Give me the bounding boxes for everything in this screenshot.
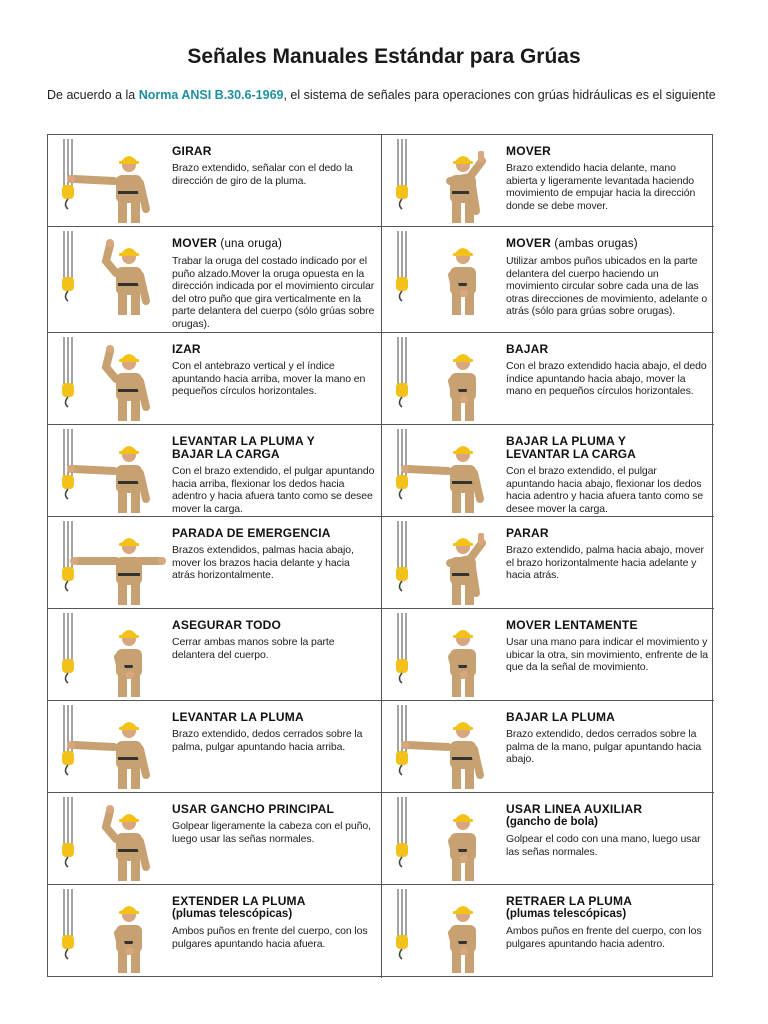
crane-operator-clasp-icon <box>56 613 166 699</box>
signal-title <box>172 619 375 632</box>
signal-text <box>172 895 375 950</box>
signal-cell <box>382 701 714 793</box>
signal-title-main: PARAR <box>506 526 549 540</box>
signal-description: Brazo extendido, palma hacia abajo, mover el brazo horizontalmente hacia adelante y hacia atrás. <box>506 544 704 582</box>
signal-description: Brazo extendido hacia delante, mano abierta y ligeramente levantada haciendo movimiento de empujar hacia la dirección donde se debe mover. <box>506 162 696 212</box>
signal-text <box>172 803 375 845</box>
signal-title-main: BAJAR LA PLUMA <box>506 710 616 724</box>
signal-title <box>506 803 708 816</box>
signal-description: Brazo extendido, señalar con el dedo la dirección de giro de la pluma. <box>172 162 353 187</box>
signal-cell <box>48 135 382 227</box>
signal-text <box>506 895 708 950</box>
signal-description: Golpear el codo con una mano, luego usar las señas normales. <box>506 833 701 858</box>
signal-title-line2: BAJAR LA CARGA <box>172 447 280 461</box>
signal-title-main: GIRAR <box>172 144 212 158</box>
signal-title <box>172 895 375 908</box>
signal-description: Con el brazo extendido, el pulgar apuntando hacia arriba, flexionar los dedos hacia adentro y hacia afuera tanto como se desee mover la carga. <box>172 465 375 515</box>
crane-operator-both-fists-icon <box>390 231 500 317</box>
crane-operator-slow-icon <box>390 613 500 699</box>
signal-cell <box>382 227 714 333</box>
signal-table <box>47 134 713 977</box>
signal-text <box>172 237 375 331</box>
signal-description: Trabar la oruga del costado indicado por el puño alzado.Mover la oruga opuesta en la dirección indicada por el movimiento circular del otro puño que gira verticalmente en la parte delantera del cuerpo (sólo grúas sobre orugas). <box>172 255 375 330</box>
signal-cell <box>382 517 714 609</box>
signal-title <box>172 711 375 724</box>
signal-cell <box>48 425 382 517</box>
signal-cell <box>48 227 382 333</box>
signal-title <box>506 145 708 158</box>
signal-cell <box>48 701 382 793</box>
signal-cell <box>382 135 714 227</box>
signal-title <box>506 527 708 540</box>
signal-cell <box>48 517 382 609</box>
signal-text <box>506 711 708 766</box>
signal-title-main: BAJAR <box>506 342 549 356</box>
signal-text <box>506 343 708 398</box>
signal-cell <box>48 333 382 425</box>
signal-text <box>172 435 375 515</box>
signal-text <box>172 343 375 398</box>
signal-title-line2: (plumas telescópicas) <box>172 908 293 920</box>
signal-title <box>506 619 708 632</box>
signal-text <box>506 527 708 582</box>
intro-paragraph <box>47 86 727 104</box>
crane-operator-lower-icon <box>390 337 500 423</box>
signal-title <box>172 145 375 158</box>
signal-title-line2: LEVANTAR LA CARGA <box>506 447 636 461</box>
signal-title-main: ASEGURAR TODO <box>172 618 282 632</box>
crane-operator-stop-icon <box>390 521 500 607</box>
signal-title-main: LEVANTAR LA PLUMA <box>172 710 304 724</box>
signal-title-main: LEVANTAR LA PLUMA Y <box>172 434 315 448</box>
signal-title-main: EXTENDER LA PLUMA <box>172 894 306 908</box>
signal-subtitle: (una oruga) <box>217 238 283 250</box>
crane-operator-boom-down-icon <box>390 705 500 791</box>
crane-operator-thumb-up-icon <box>56 429 166 515</box>
signal-description: Utilizar ambos puños ubicados en la parte delantera del cuerpo haciendo un movimiento circular sobre cada una de las otras direcciones de movimiento, adelante o atrás (sólo para grúas sobre orugas). <box>506 255 708 318</box>
crane-operator-pointing-icon <box>56 139 166 225</box>
signal-title-main: BAJAR LA PLUMA Y <box>506 434 627 448</box>
signal-title-line2: (gancho de bola) <box>506 816 598 828</box>
signal-cell <box>48 793 382 885</box>
intro-text-before: De acuerdo a la <box>47 88 139 102</box>
signal-text <box>172 619 375 661</box>
signal-description: Brazos extendidos, palmas hacia abajo, mover los brazos hacia delante y hacia atrás horizontalmente. <box>172 544 354 582</box>
signal-text <box>172 527 375 582</box>
signal-description: Ambos puños en frente del cuerpo, con los pulgares apuntando hacia afuera. <box>172 925 368 950</box>
signal-title-main: RETRAER LA PLUMA <box>506 894 633 908</box>
signal-title <box>506 895 708 908</box>
crane-operator-tap-elbow-icon <box>390 797 500 883</box>
signal-subtitle: (ambas orugas) <box>551 238 638 250</box>
signal-cell <box>48 885 382 978</box>
signal-text <box>172 711 375 753</box>
page-title: Señales Manuales Estándar para Grúas <box>187 45 581 68</box>
signal-title-main: IZAR <box>172 342 201 356</box>
crane-operator-fist-raised-icon <box>56 231 166 317</box>
signal-title-main: MOVER <box>172 236 218 250</box>
signal-cell <box>382 885 714 978</box>
norm-reference: Norma ANSI B.30.6-1969 <box>138 88 284 102</box>
signal-title <box>172 803 375 816</box>
signal-title-main: MOVER <box>506 144 552 158</box>
signal-description: Golpear ligeramente la cabeza con el puño, luego usar las señas normales. <box>172 820 371 845</box>
signal-text <box>506 237 708 318</box>
signal-text <box>506 435 708 515</box>
signal-title-main: MOVER LENTAMENTE <box>506 618 638 632</box>
signal-title-main: USAR GANCHO PRINCIPAL <box>172 802 334 816</box>
crane-operator-extend-icon <box>56 889 166 975</box>
crane-operator-hoist-icon <box>56 337 166 423</box>
signal-description: Usar una mano para indicar el movimiento y ubicar la otra, sin movimiento, enfrente de la que da la señal de movimiento. <box>506 636 709 674</box>
signal-title <box>506 237 708 251</box>
signal-title <box>172 343 375 356</box>
crane-operator-push-icon <box>390 139 500 225</box>
signal-text <box>172 145 375 187</box>
signal-text <box>506 619 708 674</box>
signal-title <box>172 237 375 251</box>
signal-title <box>506 343 708 356</box>
signal-cell <box>382 793 714 885</box>
crane-operator-tap-head-icon <box>56 797 166 883</box>
crane-operator-retract-icon <box>390 889 500 975</box>
signal-description: Con el brazo extendido hacia abajo, el dedo índice apuntando hacia abajo, mover la mano en pequeños círculos horizontales. <box>506 360 707 398</box>
signal-cell <box>382 609 714 701</box>
intro-text-after: , el sistema de señales para operaciones con grúas hidráulicas es el siguiente <box>283 88 716 102</box>
signal-description: Brazo extendido, dedos cerrados sobre la palma de la mano, pulgar apuntando hacia abajo. <box>506 728 702 766</box>
signal-description: Cerrar ambas manos sobre la parte delantera del cuerpo. <box>172 636 335 661</box>
crane-operator-arms-spread-icon <box>56 521 166 607</box>
signal-title <box>506 711 708 724</box>
signal-description: Con el antebrazo vertical y el índice apuntando hacia arriba, mover la mano en pequeños círculos horizontales. <box>172 360 366 398</box>
signal-cell <box>48 609 382 701</box>
crane-operator-thumb-down-icon <box>390 429 500 515</box>
signal-title-main: MOVER <box>506 236 552 250</box>
signal-cell <box>382 425 714 517</box>
signal-description: Brazo extendido, dedos cerrados sobre la palma, pulgar apuntando hacia arriba. <box>172 728 363 753</box>
signal-cell <box>382 333 714 425</box>
signal-title-main: PARADA DE EMERGENCIA <box>172 526 331 540</box>
signal-title-line2: (plumas telescópicas) <box>506 908 627 920</box>
signal-text <box>506 145 708 212</box>
crane-operator-boom-up-icon <box>56 705 166 791</box>
signal-title-main: USAR LINEA AUXILIAR <box>506 802 643 816</box>
signal-description: Ambos puños en frente del cuerpo, con los pulgares apuntando hacia adentro. <box>506 925 702 950</box>
signal-title <box>172 527 375 540</box>
signal-description: Con el brazo extendido, el pulgar apuntando hacia abajo, flexionar los dedos hacia adentro y hacia afuera tanto como se desee mover la carga. <box>506 465 704 515</box>
signal-text <box>506 803 708 858</box>
